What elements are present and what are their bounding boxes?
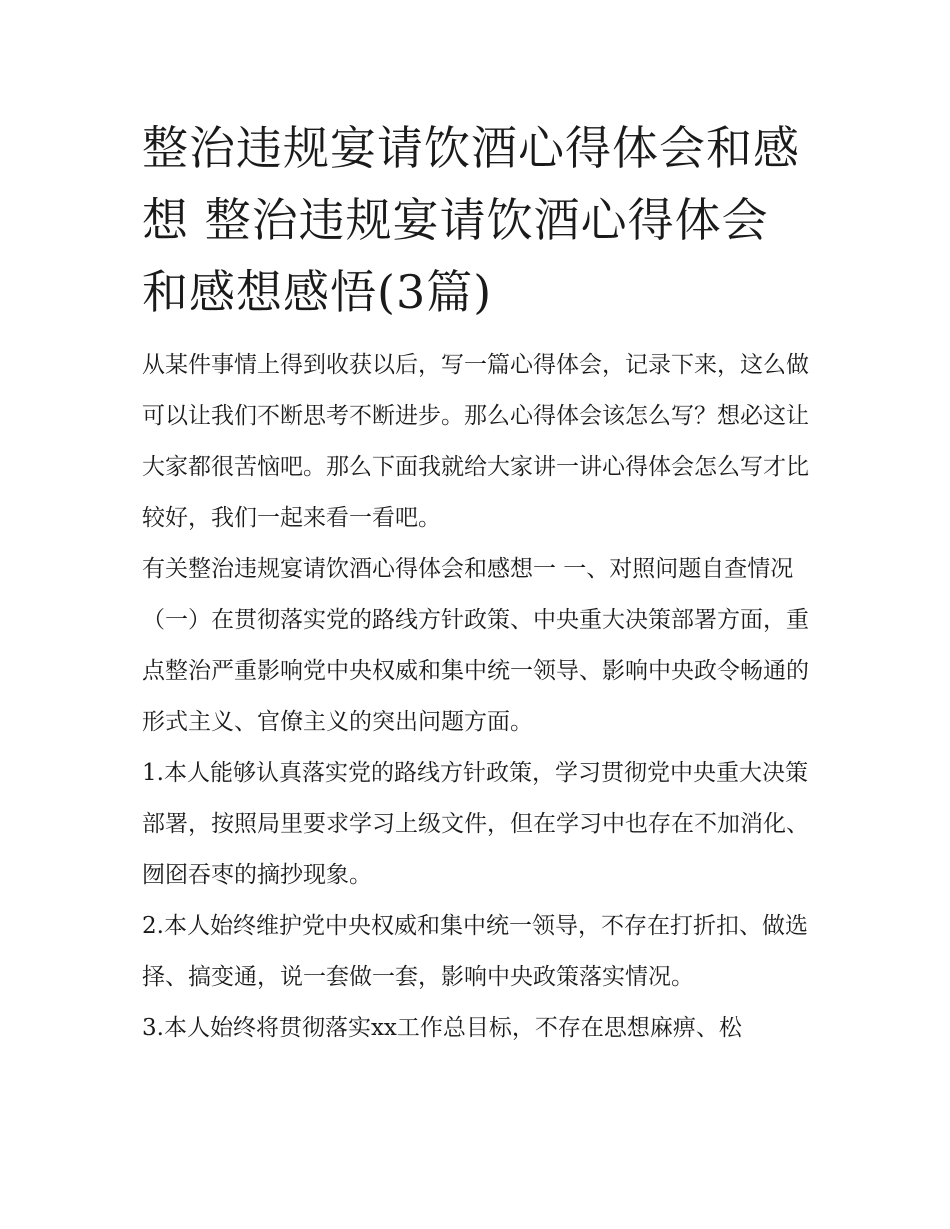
section-heading-paragraph: 有关整治违规宴请饮酒心得体会和感想一 一、对照问题自查情况: [142, 556, 794, 582]
document-page: [142, 112, 814, 1054]
item-2-paragraph: 2.本人始终维护党中央权威和集中统一领导，不存在打折扣、做选择、搞变通，说一套做一套，影响中央政策落实情况。: [142, 913, 808, 990]
subsection-paragraph: （一）在贯彻落实党的路线方针政策、中央重大决策部署方面，重点整治严重影响党中央权威和集中统一领导、影响中央政令畅通的形式主义、官僚主义的突出问题方面。: [142, 607, 809, 735]
item-1-paragraph: 1.本人能够认真落实党的路线方针政策，学习贯彻党中央重大决策部署，按照局里要求学习上级文件，但在学习中也存在不加消化、囫囵吞枣的摘抄现象。: [142, 760, 809, 888]
item-3-paragraph: 3.本人始终将贯彻落实xx工作总目标，不存在思想麻痹、松: [142, 1015, 742, 1041]
document-title: 整治违规宴请饮酒心得体会和感想 整治违规宴请饮酒心得体会和感想感悟(3篇): [142, 121, 800, 319]
intro-paragraph: 从某件事情上得到收获以后，写一篇心得体会，记录下来，这么做可以让我们不断思考不断进步。那么心得体会该怎么写？想必这让大家都很苦恼吧。那么下面我就给大家讲一讲心得体会怎么写才比较好，我们一起来看一看吧。: [142, 352, 809, 531]
